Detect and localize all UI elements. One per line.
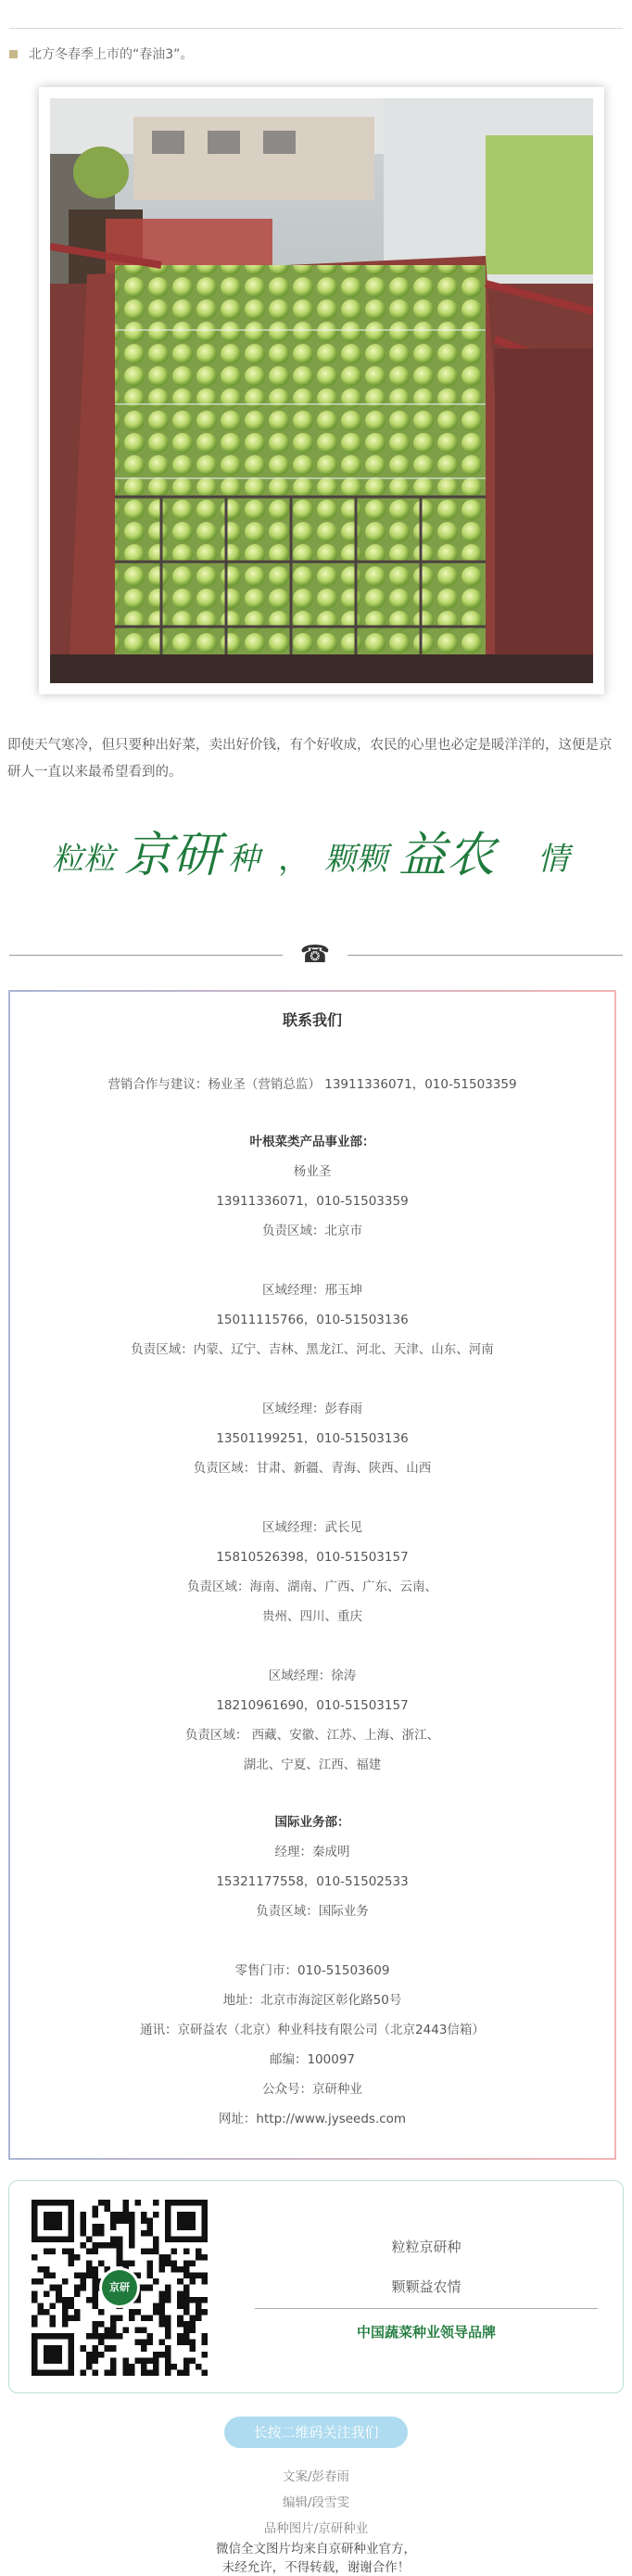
postcode: 邮编：100097	[269, 2052, 356, 2067]
qr-card	[8, 2180, 624, 2393]
slogan-part1: 粒粒	[52, 841, 115, 878]
photo-illustration	[50, 98, 593, 683]
region-area: 负责区域： 西藏、安徽、江苏、上海、浙江、	[184, 1728, 440, 1743]
official-account: 公众号：京研种业	[262, 2082, 362, 2097]
region-area: 负责区域：内蒙、辽宁、吉林、黑龙江、河北、天津、山东、河南	[131, 1342, 494, 1357]
intl-region: 负责区域：国际业务	[256, 1904, 369, 1919]
contact-box	[8, 990, 616, 2160]
contact-title: 联系我们	[282, 1011, 342, 1029]
region-phone: 18210961690，010-51503157	[216, 1698, 409, 1713]
divider-right	[348, 955, 623, 956]
image-caption	[9, 44, 193, 63]
qr-code[interactable]	[32, 2200, 208, 2376]
region-phone: 13501199251，010-51503136	[216, 1431, 409, 1446]
telephone-icon: ☎	[299, 941, 331, 969]
director-region: 负责区域：北京市	[262, 1224, 362, 1238]
slogan-part5: 益农	[398, 828, 496, 883]
intl-manager: 经理：秦成明	[274, 1845, 350, 1859]
region-area: 负责区域：海南、湖南、广西、广东、云南、	[187, 1580, 437, 1594]
credit-writer: 文案/彭春雨	[282, 2469, 350, 2484]
slogan-comma: ，	[278, 841, 310, 878]
region-area: 负责区域：甘肃、新疆、青海、陕西、山西	[193, 1461, 432, 1476]
retail-phone: 零售门市：010-51503609	[234, 1963, 390, 1978]
copyright-notice-1: 微信全文图片均来自京研种业官方，	[216, 2542, 416, 2557]
region-phone: 15810526398，010-51503157	[216, 1550, 409, 1565]
region-manager: 区域经理：彭春雨	[262, 1402, 362, 1416]
slogan-part6: 情	[537, 841, 569, 878]
qr-slogan-line2: 颗颗益农情	[391, 2278, 461, 2295]
address: 地址：北京市海淀区彰化路50号	[222, 1993, 402, 2008]
qr-logo	[99, 2267, 140, 2308]
qr-logo-text: 京研	[102, 2270, 137, 2305]
photo-frame	[39, 87, 604, 694]
mailing-address: 通讯：京研益农（北京）种业科技有限公司（北京2443信箱）	[140, 2023, 485, 2037]
intl-phone: 15321177558，010-51502533	[216, 1874, 409, 1889]
article-paragraph: 即使天气寒冷，但只要种出好菜，卖出好价钱，有个好收成，农民的心里也必定是暖洋洋的，这便是京研人一直以来最希望看到的。	[7, 738, 613, 780]
director-name: 杨业圣	[293, 1164, 332, 1179]
credit-editor: 编辑/段雪雯	[282, 2495, 350, 2510]
caption-bullet-icon	[9, 50, 18, 58]
slogan-part3: 种	[228, 841, 259, 878]
qr-slogan-line1: 粒粒京研种	[391, 2239, 461, 2255]
caption-text: 北方冬春季上市的“春油3”。	[29, 47, 194, 62]
region-manager: 区域经理：武长见	[262, 1520, 362, 1535]
cabbage-truck-photo[interactable]	[50, 98, 593, 683]
region-area-cont: 贵州、四川、重庆	[262, 1609, 362, 1624]
website-link[interactable]: 网址：http://www.jyseeds.com	[218, 2112, 407, 2126]
copyright-notice-2: 未经允许，不得转载，谢谢合作！	[221, 2560, 411, 2575]
slogan-part4: 颗颗	[324, 841, 387, 878]
credit-images: 品种图片/京研种业	[263, 2521, 369, 2536]
region-manager: 区域经理：徐涛	[268, 1669, 357, 1683]
region-area-cont: 湖北、宁夏、江西、福建	[243, 1758, 382, 1772]
qr-separator	[255, 2308, 598, 2309]
follow-qr-button[interactable]: 长按二维码关注我们	[224, 2417, 408, 2448]
top-divider	[9, 28, 623, 29]
division-title: 叶根菜类产品事业部：	[249, 1135, 375, 1149]
intl-title: 国际业务部：	[274, 1815, 350, 1830]
brand-tagline: 中国蔬菜种业领导品牌	[356, 2324, 496, 2341]
region-phone: 15011115766，010-51503136	[216, 1313, 409, 1327]
divider-left	[9, 955, 283, 956]
region-manager: 区域经理：邢玉坤	[262, 1283, 362, 1298]
director-phone: 13911336071，010-51503359	[216, 1194, 409, 1209]
contact-marketing: 营销合作与建议：杨业圣（营销总监） 13911336071，010-51503359	[107, 1077, 517, 1092]
slogan-part2: 京研	[124, 828, 221, 883]
slogan-banner	[0, 816, 632, 890]
